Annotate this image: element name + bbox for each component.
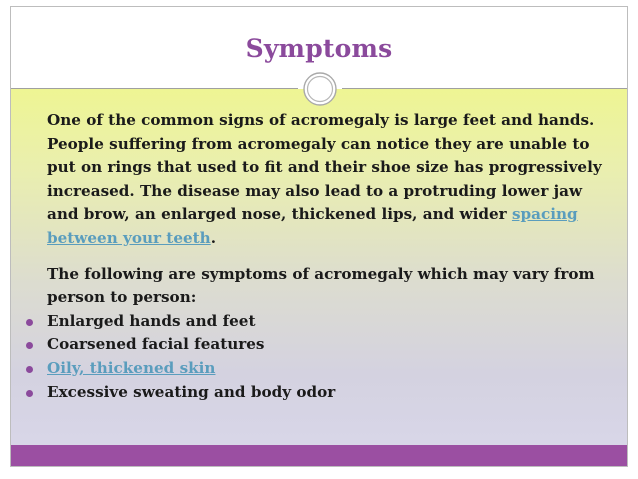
symptom-text: Coarsened facial features bbox=[47, 335, 265, 354]
symptom-text: Excessive sweating and body odor bbox=[47, 382, 336, 401]
list-item bbox=[47, 381, 607, 405]
list-item bbox=[47, 357, 607, 381]
list-item bbox=[47, 333, 607, 357]
bullet-dot-icon bbox=[26, 366, 33, 373]
bullet-dot-icon bbox=[26, 390, 33, 397]
paragraph-intro-text: One of the common signs of acromegaly is large feet and hands. People suffering from acromegaly can notice they are unable to put on rings that used to fit and their shoe size has progressively increased. The disease may also lead to a protruding lower jaw and brow, an enlarged nose, thickened lips, and wider bbox=[47, 111, 602, 224]
divider-right bbox=[342, 88, 628, 89]
paragraph-symptoms-intro: The following are symptoms of acromegaly which may vary from person to person: bbox=[47, 264, 595, 307]
oily-skin-link[interactable]: Oily, thickened skin bbox=[47, 358, 216, 377]
teeth-spacing-link[interactable]: spacing between your teeth bbox=[47, 205, 578, 247]
slide-body bbox=[47, 109, 607, 404]
bottom-bar bbox=[11, 445, 627, 467]
slide bbox=[10, 6, 628, 467]
divider-left bbox=[11, 88, 298, 89]
paragraph-intro-end: . bbox=[210, 228, 217, 247]
list-item bbox=[47, 310, 607, 334]
circle-ornament-icon bbox=[299, 71, 341, 107]
slide-title: Symptoms bbox=[245, 34, 393, 63]
symptom-text: Enlarged hands and feet bbox=[47, 311, 256, 330]
symptom-list bbox=[47, 310, 607, 404]
paragraph-intro bbox=[47, 109, 607, 251]
bullet-dot-icon bbox=[26, 319, 33, 326]
